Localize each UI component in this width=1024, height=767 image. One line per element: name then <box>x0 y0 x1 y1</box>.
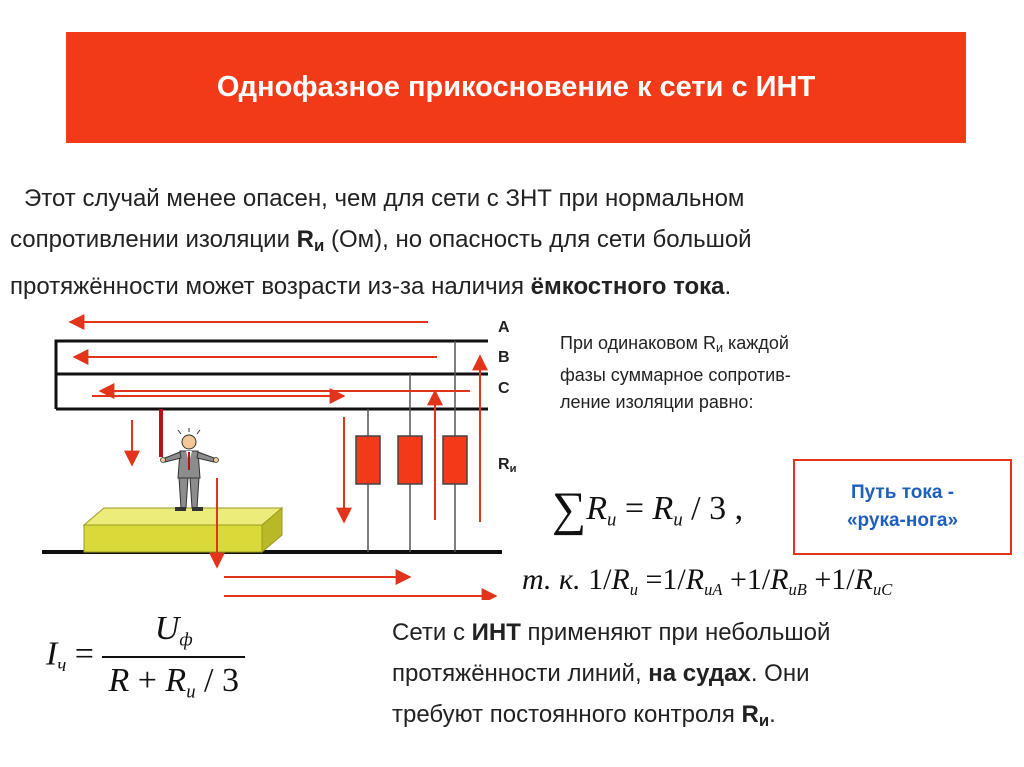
r-insulation-symbol: R <box>296 226 314 253</box>
path-line-1: Путь тока - <box>850 482 955 503</box>
phase-label-c: C <box>498 380 510 397</box>
current-path-box <box>793 459 1012 555</box>
sum-sign: ∑ <box>552 483 587 536</box>
phase-label-b: B <box>498 349 510 366</box>
resistor-b <box>398 436 422 484</box>
person-figure <box>161 428 219 511</box>
touch-current-formula: $I_ч$ = $\frac{U_ф}{R + R_и / 3}$ <box>46 610 245 703</box>
phase-label-a: A <box>498 319 510 336</box>
fraction: $\frac{U_ф}{R + R_и / 3}$ <box>102 610 245 703</box>
phase-lines <box>56 341 488 409</box>
insulation-resistors <box>356 436 467 484</box>
reciprocal-formula: т. к. $1/R_и =1/R_{иA} +1/R_{иB} +1/R_{иC}$ <box>522 563 893 599</box>
resistor-label: $R_и$ <box>498 456 517 475</box>
resistor-c <box>443 436 467 484</box>
floor-block <box>84 508 282 552</box>
slide-title: Однофазное прикосновение к сети с ИНТ <box>216 71 816 103</box>
insulation-note: При одинаковом Rи каждой фазы суммарное сопротив- ление изоляции равно: <box>560 333 791 413</box>
conclusion-paragraph: Сети с ИНТ применяют при небольшой протяжённости линий, на судах. Они требуют постоянного контроля $R_и$. <box>392 619 831 731</box>
intro-line-3: протяжённости может возрасти из-за наличия ёмкостного тока. <box>10 273 732 301</box>
path-line-2: «рука-нога» <box>846 510 959 531</box>
resistor-a <box>356 436 380 484</box>
intro-line-1: Этот случай менее опасен, чем для сети с ЗНТ при нормальном <box>24 185 745 212</box>
title-banner <box>66 32 966 143</box>
current-arrows <box>70 322 496 596</box>
intro-paragraph <box>10 178 1018 307</box>
circuit-diagram <box>0 300 540 600</box>
sum-resistance-formula: $\sum R_и = R_и / 3$ , <box>552 483 744 536</box>
intro-line-2: сопротивлении изоляции $R_и$ (Ом), но опасность для сети большой <box>10 226 752 256</box>
capacitive-current-term: ёмкостного тока <box>530 273 725 301</box>
